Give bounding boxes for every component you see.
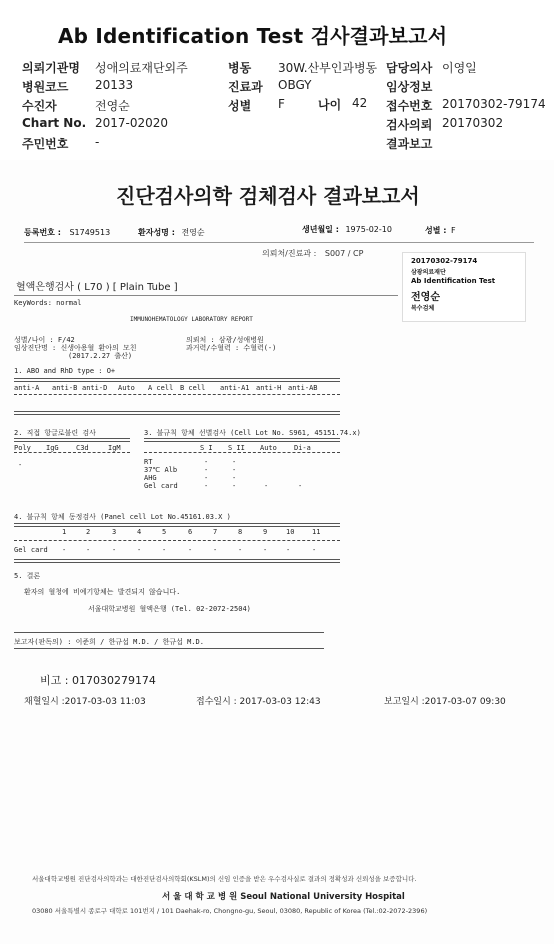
reporter: 보고자(판독의) : 이준희 / 한규섭 M.D. / 한규섭 M.D.: [14, 638, 204, 646]
abo-column-header: A cell: [148, 384, 174, 392]
abo-column-header: anti-A1: [220, 384, 250, 392]
header-value: 성애의료재단외주: [95, 61, 188, 75]
age-value: 42: [352, 96, 368, 110]
header-value: 20133: [95, 78, 134, 92]
footer-address: 03080 서울특별시 종로구 대학로 101번지 / 101 Daehak-ro, Chongno-gu, Seoul, 03080, Republic of Korea (Tel.:02-2072-2396): [32, 907, 428, 915]
sticker-line-4: 전영순: [411, 292, 440, 303]
transfusion-history: 과거력/수혈력 : 수혈력(-): [186, 344, 277, 352]
panel-cell-number: 6: [188, 528, 193, 536]
screen-row-label: Gel card: [144, 482, 178, 490]
clinical-diagnosis: 임상진단명 : 신생아용혈 환아의 모친: [14, 344, 137, 352]
panel-cell-result: -: [112, 546, 117, 554]
lab-report-title: IMMUNOHEMATOLOGY LABORATORY REPORT: [130, 316, 253, 323]
panel-cell-number: 7: [213, 528, 218, 536]
patient-value: 전영순: [181, 228, 205, 237]
dob-label: 생년월일 :: [302, 225, 339, 234]
received-datetime: 접수일시 : 2017-03-03 12:43: [196, 697, 321, 707]
screen-cell: -: [204, 458, 209, 466]
section-2-title: 2. 직접 항글로불린 검사: [14, 429, 96, 437]
screen-column-header: Di-a: [294, 444, 311, 452]
panel-cell-result: -: [263, 546, 268, 554]
abo-column-header: anti-D: [82, 384, 108, 392]
panel-cell-result: -: [162, 546, 167, 554]
header-value: 20170302-79174: [442, 97, 546, 111]
panel-cell-number: 10: [286, 528, 295, 536]
reg-no-value: S1749513: [69, 228, 111, 237]
screen-cell: -: [264, 482, 269, 490]
specimen-label-sticker: [402, 252, 526, 322]
clinical-diagnosis-note: (2017.2.27 출산): [68, 352, 133, 360]
screen-cell: -: [298, 482, 303, 490]
screen-column-header: S II: [228, 444, 245, 452]
screen-cell: -: [204, 482, 209, 490]
panel-cell-number: 1: [62, 528, 67, 536]
footer-hospital-name: 서 울 대 학 교 병 원 Seoul National University Hospital: [162, 892, 405, 902]
panel-cell-result: -: [286, 546, 291, 554]
sticker-line-5: 복수검체: [411, 305, 435, 312]
panel-cell-number: 11: [312, 528, 321, 536]
screen-row-label: RT: [144, 458, 153, 466]
header-value: -: [95, 135, 100, 149]
header-label: 수진자: [22, 99, 57, 113]
header-label: 병동: [228, 61, 252, 75]
reported-datetime: 보고일시 :2017-03-07 09:30: [384, 697, 506, 707]
screen-column-header: S I: [200, 444, 213, 452]
section-5-title: 5. 결론: [14, 572, 41, 580]
age-label: 나이: [318, 98, 342, 112]
abo-column-header: anti-A: [14, 384, 40, 392]
section-4-title: 4. 불규칙 항체 동정검사 (Panel cell Lot No.45161.03.X ): [14, 513, 231, 521]
header-label: 결과보고: [386, 137, 433, 151]
panel-cell-result: -: [213, 546, 218, 554]
dat-column-header: Poly: [14, 444, 31, 452]
footer-certification: 서울대학교병원 진단검사의학과는 대한진단검사의학회(KSLM)의 신임 인증을 받은 우수검사실로 결과의 정확성과 신뢰성을 보증합니다.: [32, 875, 417, 883]
sex-label: 성별 :: [425, 226, 447, 235]
header-value: OBGY: [278, 78, 312, 92]
note: 비고 : 017030279174: [40, 674, 156, 687]
dob-field: [302, 224, 392, 235]
header-label: 담당의사: [386, 61, 433, 75]
panel-cell-number: 9: [263, 528, 268, 536]
abo-column-header: B cell: [180, 384, 206, 392]
panel-cell-number: 2: [86, 528, 91, 536]
sticker-line-1: 20170302-79174: [411, 257, 478, 265]
dob-value: 1975-02-10: [345, 225, 392, 234]
header-value: 30W.산부인과병동: [278, 61, 378, 75]
panel-cell-result: -: [86, 546, 91, 554]
patient-field: [138, 227, 205, 238]
dept-value: S007 / CP: [324, 249, 364, 258]
header-label: 의뢰기관명: [22, 61, 80, 75]
collected-datetime: 채혈일시 :2017-03-03 11:03: [24, 697, 146, 707]
specimen-heading: 혈액은행검사 ( L70 ) [ Plain Tube ]: [16, 282, 178, 293]
sticker-line-3: Ab Identification Test: [411, 277, 496, 285]
header-label: Chart No.: [22, 116, 87, 130]
abo-column-header: anti-B: [52, 384, 78, 392]
patient-label: 환자성명 :: [138, 228, 175, 237]
dept-label: 의뢰처/진료과 :: [262, 249, 317, 258]
panel-cell-result: -: [62, 546, 67, 554]
screen-cell: -: [204, 466, 209, 474]
keywords: KeyWords: normal: [14, 299, 82, 307]
panel-cell-result: -: [137, 546, 142, 554]
header-value: F: [278, 97, 285, 111]
header-label: 접수번호: [386, 99, 433, 113]
screen-cell: -: [204, 474, 209, 482]
sex-field: [425, 225, 456, 236]
screen-cell: -: [232, 458, 237, 466]
page-title: Ab Identification Test 검사결과보고서: [58, 24, 448, 48]
sticker-line-2: 삼광의료재단: [411, 269, 446, 276]
header-label: 주민번호: [22, 137, 69, 151]
lab-institution: 서울대학교병원 혈액은행 (Tel. 02-2072-2504): [88, 605, 251, 613]
panel-cell-result: -: [238, 546, 243, 554]
section-3-title: 3. 불규칙 항체 선별검사 (Cell Lot No. S961, 45151.74.x): [144, 429, 361, 437]
screen-cell: -: [232, 482, 237, 490]
panel-cell-number: 8: [238, 528, 243, 536]
abo-column-header: anti-H: [256, 384, 282, 392]
scanned-report: [0, 160, 554, 944]
header-label: 성별: [228, 99, 252, 113]
abo-column-header: Auto: [118, 384, 135, 392]
sex-age: 성별/나이 : F/42: [14, 336, 75, 344]
screen-cell: -: [232, 466, 237, 474]
header-label: 병원코드: [22, 80, 69, 94]
panel-cell-number: 3: [112, 528, 117, 536]
screen-cell: -: [232, 474, 237, 482]
reg-no-label: 등록번호 :: [24, 228, 61, 237]
report-title: 진단검사의학 검체검사 결과보고서: [116, 184, 420, 208]
screen-row-label: 37℃ Alb: [144, 466, 178, 474]
dat-result: -: [18, 461, 23, 469]
conclusion-text: 환자의 혈청에 비예기항체는 발견되지 않습니다.: [24, 588, 181, 596]
screen-row-label: AHG: [144, 474, 157, 482]
reg-no-field: [24, 227, 110, 238]
dept-field: [262, 248, 363, 259]
dat-column-header: IgM: [108, 444, 121, 452]
referrer: 의뢰처 : 삼광/성애병원: [186, 336, 264, 344]
panel-cell-number: 5: [162, 528, 167, 536]
panel-cell-result: -: [312, 546, 317, 554]
header-value: 2017-02020: [95, 116, 169, 130]
sex-value: F: [451, 226, 456, 235]
header-label: 임상정보: [386, 80, 433, 94]
dat-column-header: C3d: [76, 444, 89, 452]
header-value: 20170302: [442, 116, 504, 130]
header-value: 이영일: [442, 61, 477, 75]
section-1-title: 1. ABO and RhD type : O+: [14, 367, 116, 375]
header-label: 진료과: [228, 80, 263, 94]
dat-column-header: IgG: [46, 444, 59, 452]
header-label: 검사의뢰: [386, 118, 433, 132]
s4-row-label: Gel card: [14, 546, 48, 554]
panel-cell-number: 4: [137, 528, 142, 536]
header-value: 전영순: [95, 99, 130, 113]
panel-cell-result: -: [188, 546, 193, 554]
abo-column-header: anti-AB: [288, 384, 318, 392]
screen-column-header: Auto: [260, 444, 277, 452]
